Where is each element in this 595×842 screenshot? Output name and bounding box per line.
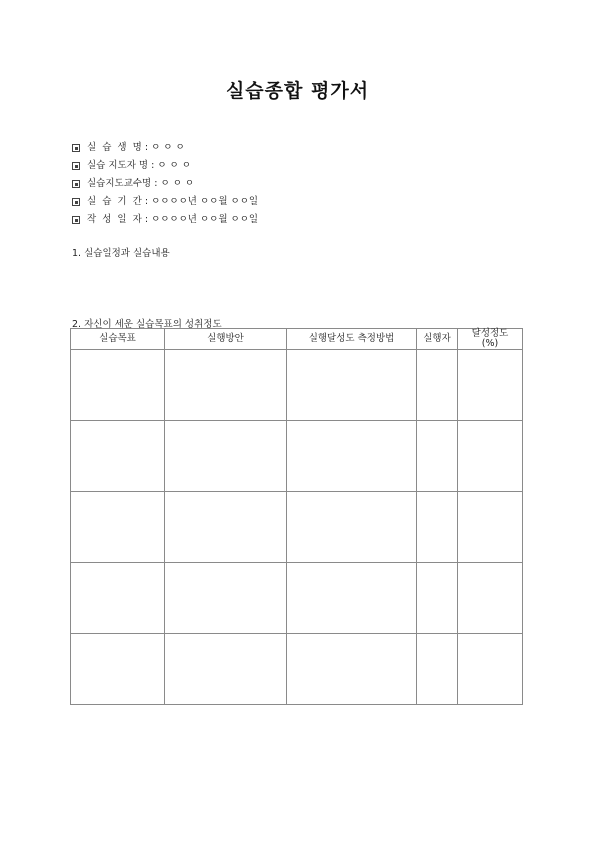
achievement-cell[interactable] (458, 634, 523, 705)
table-row (71, 563, 523, 634)
goal-cell[interactable] (71, 634, 165, 705)
table-row (71, 350, 523, 421)
header-plan: 실행방안 (165, 329, 287, 350)
plan-cell[interactable] (165, 634, 287, 705)
measurement-cell[interactable] (287, 350, 417, 421)
executor-cell[interactable] (417, 421, 458, 492)
table-row (71, 492, 523, 563)
goal-cell[interactable] (71, 350, 165, 421)
goal-cell[interactable] (71, 563, 165, 634)
measurement-cell[interactable] (287, 563, 417, 634)
page-title: 실습종합 평가서 (225, 80, 370, 102)
plan-cell[interactable] (165, 350, 287, 421)
plan-cell[interactable] (165, 421, 287, 492)
executor-cell[interactable] (417, 563, 458, 634)
achievement-cell[interactable] (458, 563, 523, 634)
square-bullet-icon (72, 216, 80, 224)
header-goal: 실습목표 (71, 329, 165, 350)
table-row (71, 634, 523, 705)
achievement-cell[interactable] (458, 350, 523, 421)
info-row-supervisor (72, 157, 258, 175)
measurement-cell[interactable] (287, 421, 417, 492)
square-bullet-icon (72, 162, 80, 170)
info-value: ㅇ ㅇ ㅇ (157, 160, 191, 171)
plan-cell[interactable] (165, 563, 287, 634)
section-heading-goal-achievement: 2. 자신이 세운 실습목표의 성취정도 (72, 319, 222, 330)
square-bullet-icon (72, 198, 80, 206)
info-separator: : (141, 196, 152, 207)
square-bullet-icon (72, 180, 80, 188)
executor-cell[interactable] (417, 350, 458, 421)
info-separator: : (148, 160, 158, 171)
info-value: ㅇ ㅇ ㅇ (151, 142, 185, 153)
info-row-written-date (72, 211, 258, 229)
goal-cell[interactable] (71, 421, 165, 492)
info-separator: : (151, 178, 161, 189)
info-label: 실습지도교수명 (87, 178, 152, 189)
square-bullet-icon (72, 144, 80, 152)
achievement-cell[interactable] (458, 492, 523, 563)
table-row (71, 421, 523, 492)
measurement-cell[interactable] (287, 634, 417, 705)
header-executor: 실행자 (417, 329, 458, 350)
achievement-cell[interactable] (458, 421, 523, 492)
plan-cell[interactable] (165, 492, 287, 563)
info-block (72, 139, 258, 229)
info-separator: : (141, 214, 152, 225)
info-label: 실 습 생 명 (87, 142, 142, 153)
table-header-row (71, 329, 523, 350)
goal-cell[interactable] (71, 492, 165, 563)
info-label: 작 성 일 자 (87, 214, 142, 225)
info-label: 실습 지도자 명 (87, 160, 149, 171)
executor-cell[interactable] (417, 492, 458, 563)
header-measurement-method: 실행달성도 측정방법 (287, 329, 417, 350)
measurement-cell[interactable] (287, 492, 417, 563)
info-row-professor (72, 175, 258, 193)
info-value: ㅇㅇㅇㅇ년 ㅇㅇ월 ㅇㅇ일 (151, 196, 259, 207)
section-heading-schedule: 1. 실습일정과 실습내용 (72, 248, 170, 259)
info-separator: : (141, 142, 152, 153)
info-row-student (72, 139, 258, 157)
executor-cell[interactable] (417, 634, 458, 705)
info-value: ㅇ ㅇ ㅇ (160, 178, 195, 189)
info-label: 실 습 기 간 (87, 196, 142, 207)
goal-achievement-table (70, 328, 523, 705)
header-achievement-percent: 달성정도 (%) (458, 329, 523, 350)
info-value: ㅇㅇㅇㅇ년 ㅇㅇ월 ㅇㅇ일 (151, 214, 259, 225)
info-row-period (72, 193, 258, 211)
